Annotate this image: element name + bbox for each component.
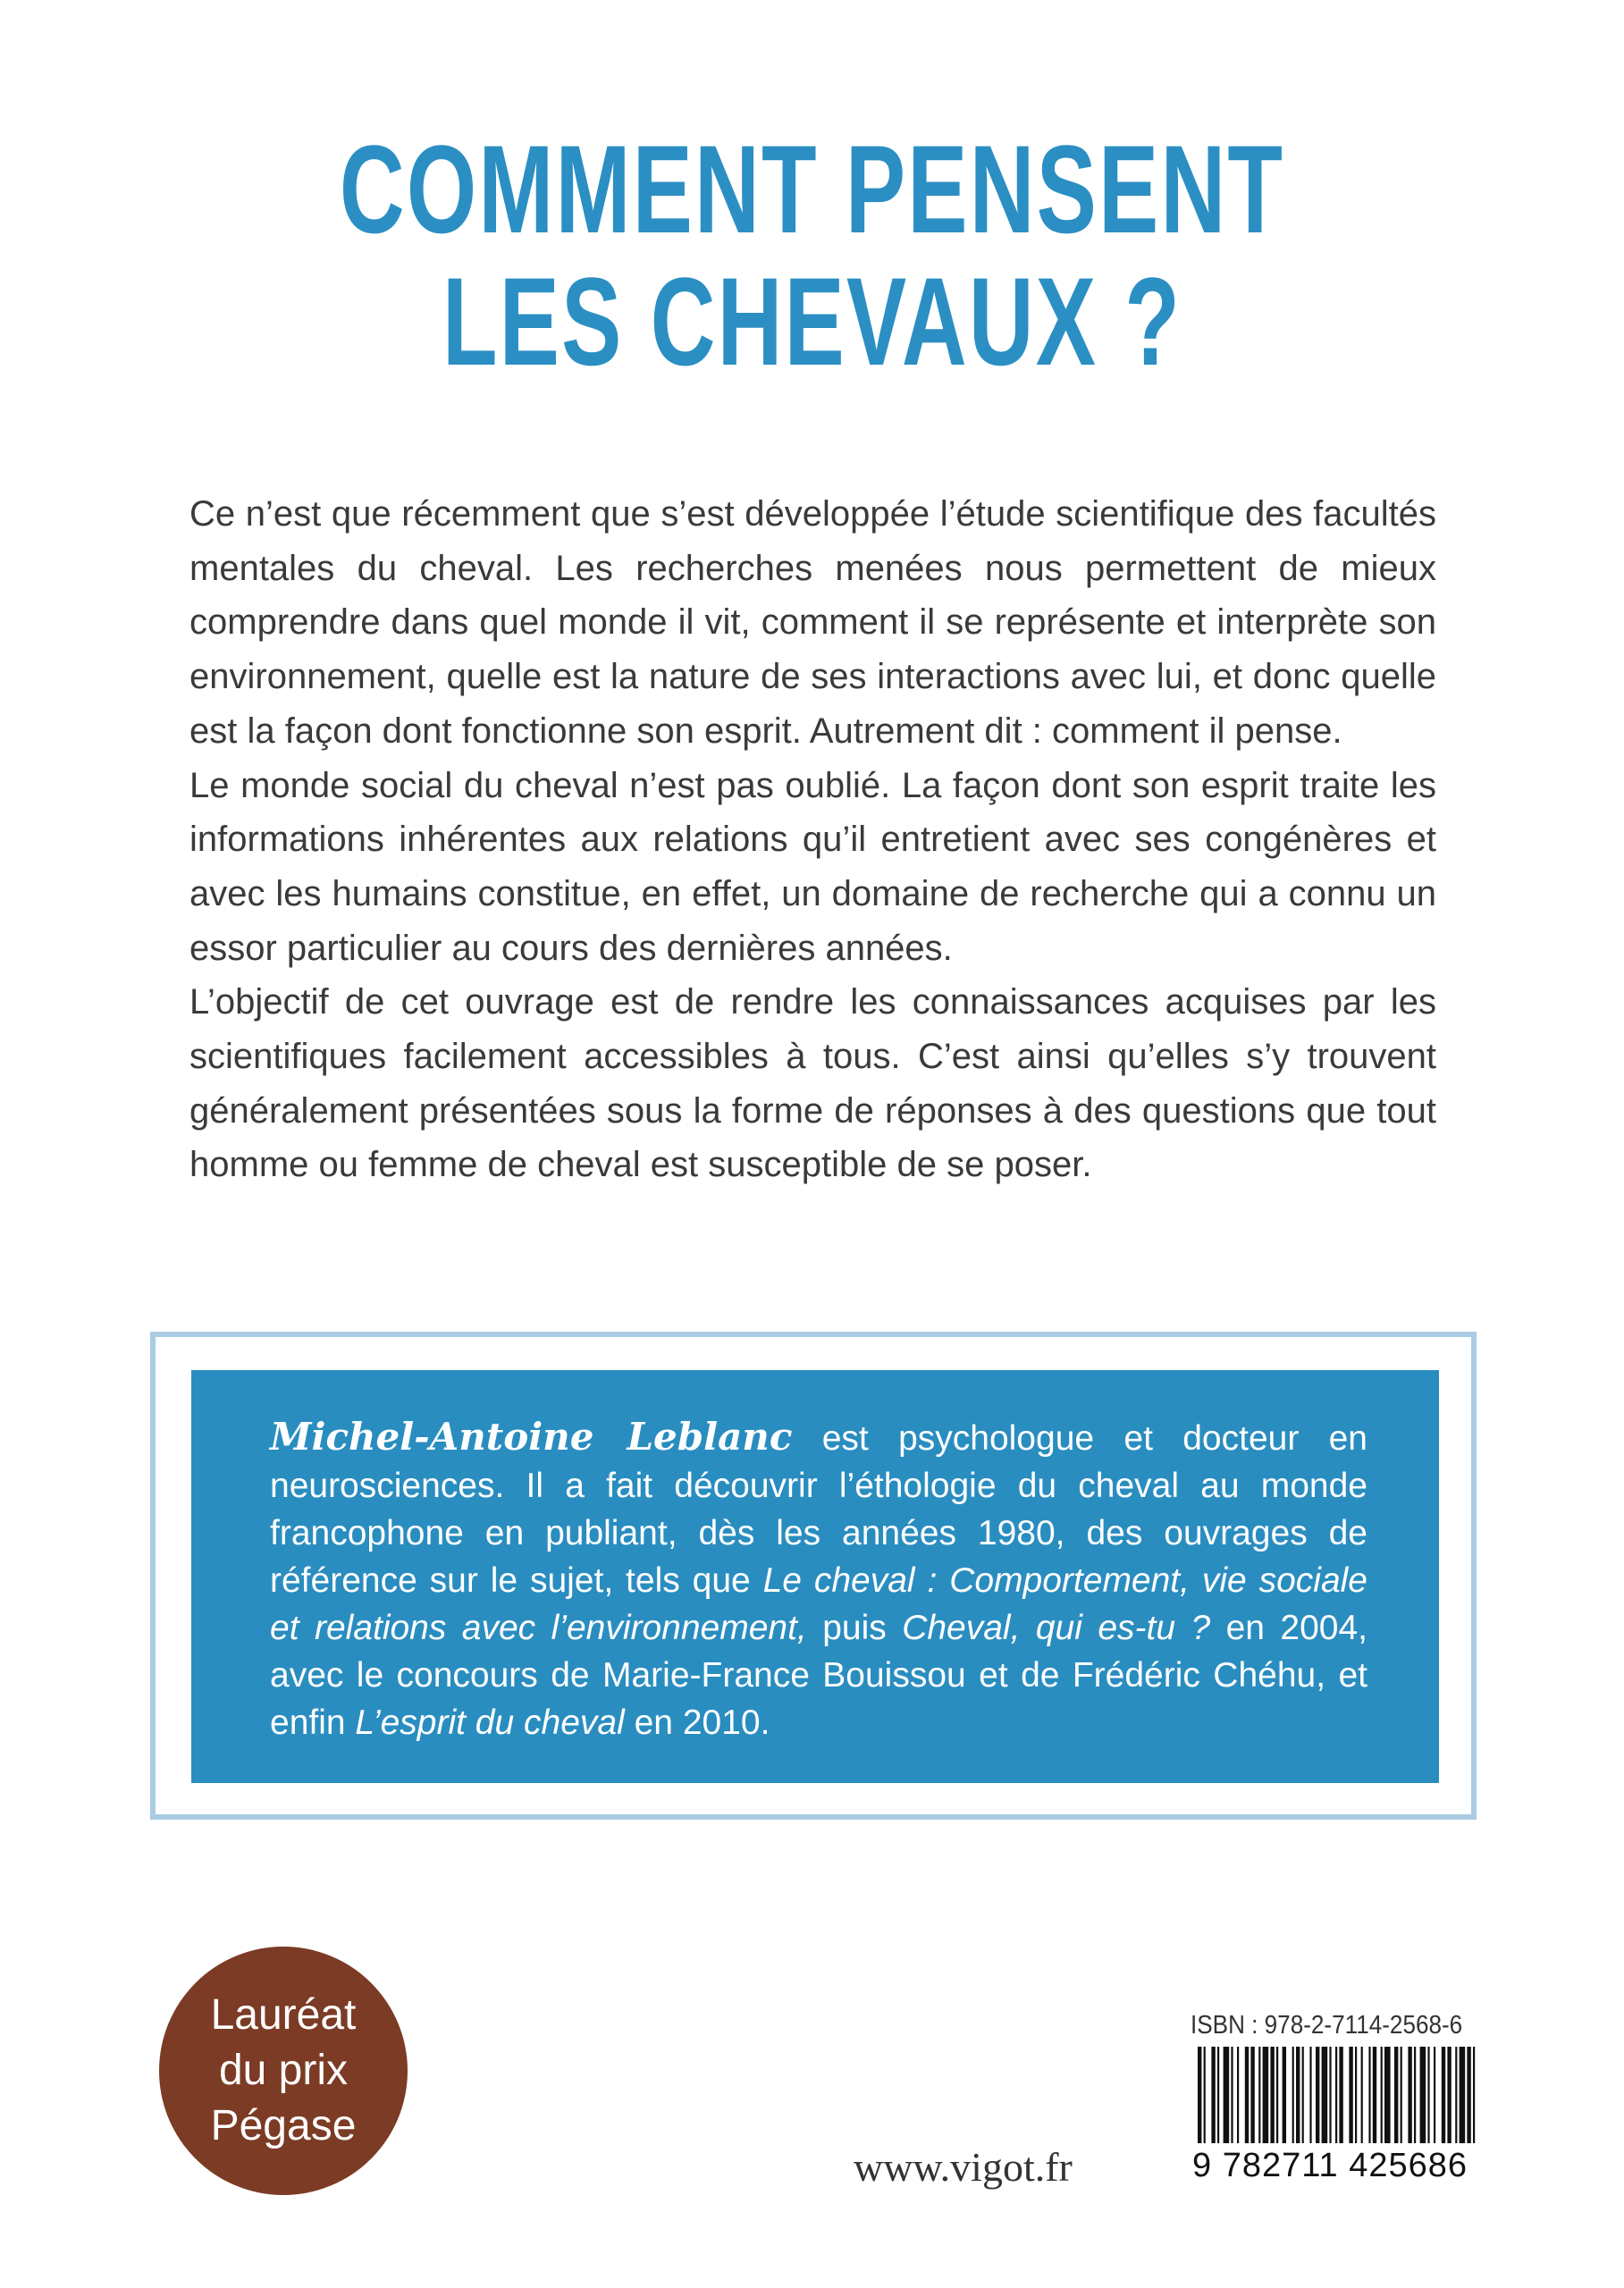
badge-line-3: Pégase xyxy=(210,2102,357,2149)
summary-paragraph-1: Ce n’est que récemment que s’est développée l’étude scientifique des facultés mentales du cheval. Les recherches menées nous permettent de mieux comprendre dans quel monde il vit, comment il se représente et interprète son environnement, quelle est la nature de ses interactions avec lui, et donc quelle est la façon dont fonctionne son esprit. Autrement dit : comment il pense. xyxy=(189,494,1436,751)
bio-text-2: puis xyxy=(806,1609,903,1647)
summary-paragraph-2: Le monde social du cheval n’est pas oublié. La façon dont son esprit traite les informations inhérentes aux relations qu’il entretient avec ses congénères et avec les humains constitue, en effet, un domaine de recherche qui a connu un essor particulier au cours des dernières années. xyxy=(189,765,1436,968)
isbn-label: ISBN : 978-2-7114-2568-6 xyxy=(1191,2011,1463,2040)
book-title-1: Le cheval : Comportement, vie sociale et relations avec l’environnement, xyxy=(270,1561,1368,1647)
bio-text-4: en 2010. xyxy=(624,1703,770,1742)
bio-text-3: en 2004, avec le concours de Marie-France Bouissou et de Frédéric Chéhu, et enfin xyxy=(270,1609,1367,1742)
book-title-2: Cheval, qui es-tu ? xyxy=(902,1609,1211,1647)
badge-line-2: du prix xyxy=(218,2047,349,2094)
bio-text-1: est psychologue et docteur en neurosciences. Il a fait découvrir l’éthologie du cheval au monde francophone en publiant, dès les années 1980, des ouvrages de référence sur le sujet, tels que xyxy=(270,1419,1368,1600)
title-line-2: LES CHEVAUX ? xyxy=(442,251,1182,391)
book-title xyxy=(227,119,1396,391)
book-title-3: L’esprit du cheval xyxy=(355,1703,625,1742)
barcode-number: 9 782711 425686 xyxy=(1192,2143,1484,2188)
author-name: Michel-Antoine Leblanc xyxy=(270,1415,793,1459)
summary-paragraph-3: L’objectif de cet ouvrage est de rendre les connaissances acquises par les scientifiques facilement accessibles à tous. C’est ainsi qu’elles s’y trouvent généralement présentées sous la forme de réponses à des questions que tout homme ou femme de cheval est susceptible de se poser. xyxy=(189,982,1436,1185)
title-line-1: COMMENT PENSENT xyxy=(339,119,1285,259)
author-bio xyxy=(191,1370,1439,1783)
badge-line-1: Lauréat xyxy=(210,1991,357,2039)
book-summary xyxy=(189,487,1436,1192)
award-badge xyxy=(159,1947,408,2195)
publisher-website: www.vigot.fr xyxy=(854,2144,1073,2190)
